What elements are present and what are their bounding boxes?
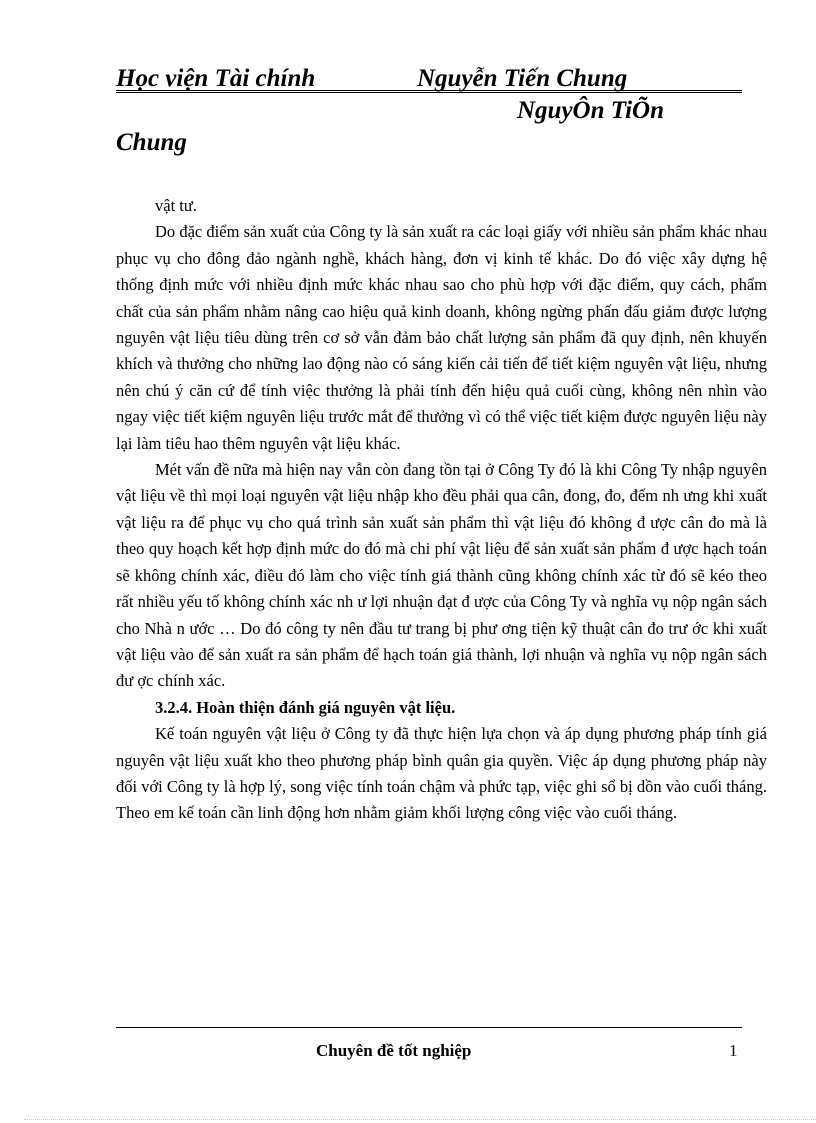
section-heading: 3.2.4. Hoàn thiện đánh giá nguyên vật liệu.	[155, 697, 456, 717]
header-author-garbled-continued: Chung	[116, 129, 187, 156]
header-divider	[116, 90, 742, 93]
paragraph-material-norms: Do đặc điểm sản xuất của Công ty là sản xuất ra các loại giấy với nhiều sản phẩm khác nhau phục vụ cho đông đảo ngành nghề, khách hàng, đơn vị kinh tế khác. Do đó việc xây dựng hệ thống định mức với nhiều định mức khác nhau sao cho phù hợp với đặc điểm, quy cách, phẩm chất của sản phẩm nhằm nâng cao hiệu quả kinh doanh, không ngừng phấn đấu giảm được lượng nguyên vật liệu tiêu dùng trên cơ sở vẫn đảm bảo chất lượng sản phẩm đã quy định, nên khuyến khích và thưởng cho những lao động nào có sáng kiến cải tiến để tiết kiệm nguyên vật liệu, nhưng nên chú ý căn cứ để tính việc thưởng là phải tính đến hiệu quả cuối cùng, không nên nhìn vào ngay việc tiết kiệm nguyên liệu trước mắt để thưởng vì có thể việc tiết kiệm được nguyên liệu này lại làm tiêu hao thêm nguyên vật liệu khác.	[116, 222, 767, 453]
document-body	[116, 193, 767, 827]
footer-title: Chuyên đề tốt nghiệp	[316, 1041, 472, 1060]
page-number: 1	[729, 1041, 738, 1060]
header-author-garbled: NguyÔn TiÕn	[517, 97, 665, 124]
header-institution: Học viện Tài chính	[116, 65, 316, 92]
paragraph-continued: vật tư.	[155, 196, 197, 215]
paragraph-measurement-issue: Mét vấn đề nữa mà hiện nay vẫn còn đang tồn tại ở Công Ty đó là khi Công Ty nhập nguyên vật liệu về thì mọi loại nguyên vật liệu nhập kho đều phải qua cân, đong, đo, đếm nh ưng khi xuất vật liệu ra để phục vụ cho quá trình sản xuất sản phẩm thì vật liệu đó không đ ược cân đo mà là theo quy hoạch kết hợp định mức do đó mà chi phí vật liệu để sản xuất sản phẩm đ ược hạch toán sẽ không chính xác, điều đó làm cho việc tính giá thành cũng không chính xác từ đó sẽ kéo theo rất nhiều yếu tố không chính xác nh ư lợi nhuận đạt đ ược của Công Ty và nghĩa vụ nộp ngân sách cho Nhà n ước … Do đó công ty nên đầu tư trang bị phư ơng tiện kỹ thuật cân đo trư ớc khi xuất vật liệu vào để sản xuất ra sản phẩm để hạch toán giá thành, lợi nhuận và nghĩa vụ nộp ngân sách đư ợc chính xác.	[116, 460, 767, 691]
footer-divider	[116, 1027, 742, 1028]
header-author: Nguyễn Tiến Chung	[417, 65, 628, 92]
page-edge-dots	[24, 1119, 816, 1120]
paragraph-valuation: Kế toán nguyên vật liệu ở Công ty đã thực hiện lựa chọn và áp dụng phương pháp tính giá nguyên vật liệu xuất kho theo phương pháp bình quân gia quyền. Việc áp dụng phương pháp này đối với Công ty là hợp lý, song việc tính toán chậm và phức tạp, việc ghi sổ bị dồn vào cuối tháng. Theo em kế toán cần linh động hơn nhằm giảm khối lượng công việc vào cuối tháng.	[116, 724, 767, 823]
